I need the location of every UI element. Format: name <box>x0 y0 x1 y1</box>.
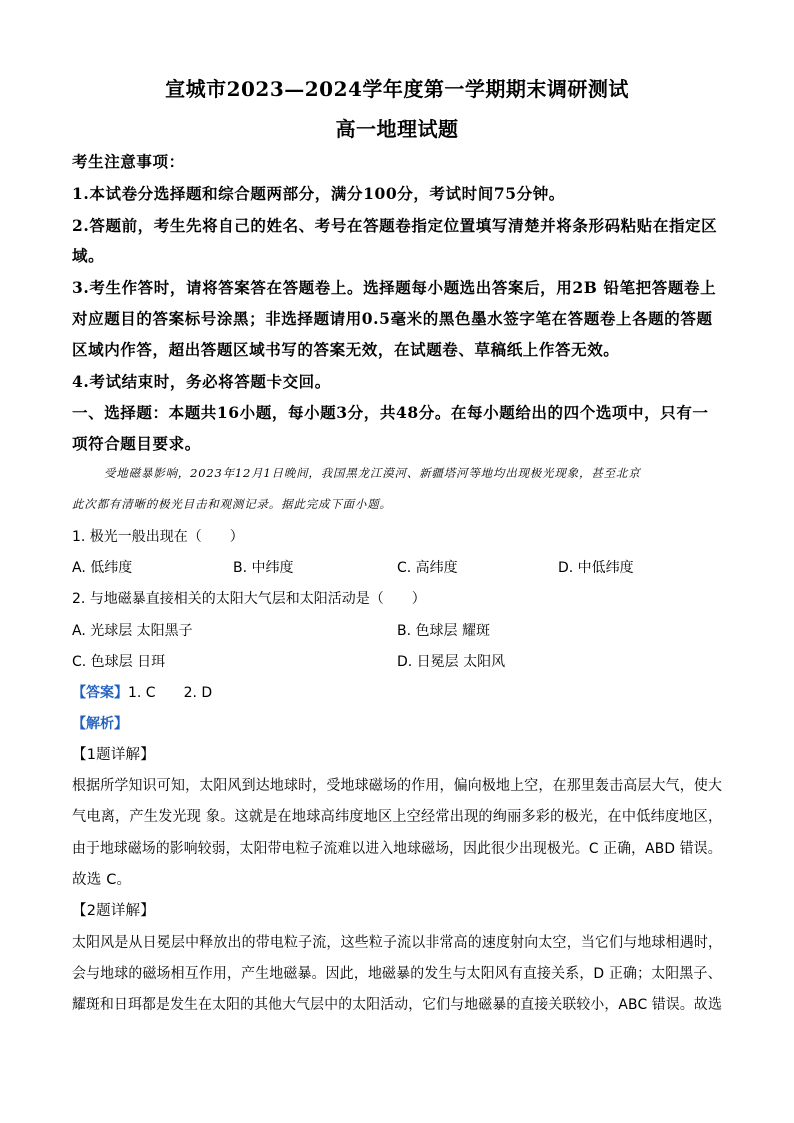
detail-1-line-2: 气电离，产生发光现 象。这就是在地球高纬度地区上空经常出现的绚丽多彩的极光，在中低纬度地区， <box>72 809 723 825</box>
notice-item-3-line-1: 3.考生作答时，请将答案答在答题卷上。选择题每小题选出答案后，用2B 铅笔把答题卷上 <box>72 278 717 297</box>
notice-item-3-line-2: 对应题目的答案标号涂黑；非选择题请用0.5毫米的黑色墨水签字笔在答题卷上各题的答题 <box>72 309 713 328</box>
question-2-option-c: C. 色球层 日珥 <box>72 654 166 670</box>
detail-2-line-3: 耀斑和日珥都是发生在太阳的其他大气层中的太阳活动，它们与地磁暴的直接关联较小，ABC 错误。故选 <box>72 997 722 1013</box>
question-2-option-b: B. 色球层 耀斑 <box>397 623 490 639</box>
notice-item-3-line-3: 区域内作答，超出答题区域书写的答案无效，在试题卷、草稿纸上作答无效。 <box>72 340 620 359</box>
detail-1-line-1: 根据所学知识可知，太阳风到达地球时，受地球磁场的作用，偏向极地上空，在那里轰击高层大气，使大 <box>72 778 723 794</box>
answer-text: 1. C 2. D <box>128 685 213 701</box>
notice-heading: 考生注意事项： <box>72 152 185 171</box>
detail-2-line-1: 太阳风是从日冕层中释放出的带电粒子流，这些粒子流以非常高的速度射向太空，当它们与地球相遇时， <box>72 935 723 951</box>
notice-item-2-line-1: 2.答题前，考生先将自己的姓名、考号在答题卷指定位置填写清楚并将条形码粘贴在指定区 <box>72 216 718 235</box>
detail-1-line-3: 由于地球磁场的影响较弱，太阳带电粒子流难以进入地球磁场，因此很少出现极光。C 正确，ABD 错误。 <box>72 841 722 857</box>
page-subtitle: 高一地理试题 <box>335 117 459 141</box>
question-1-stem: 1. 极光一般出现在（ ） <box>72 529 244 545</box>
section-1-heading-line-1: 一、选择题：本题共16小题，每小题3分，共48分。在每小题给出的四个选项中，只有一 <box>72 403 709 422</box>
detail-1-tag: 【1题详解】 <box>72 747 155 763</box>
answer-tag: 【答案】 <box>72 685 128 701</box>
question-2-option-d: D. 日冕层 太阳风 <box>397 654 506 670</box>
section-1-heading-line-2: 项符合题目要求。 <box>72 434 201 453</box>
answer-row <box>72 682 212 702</box>
passage-line-2: 此次都有清晰的极光目击和观测记录。据此完成下面小题。 <box>72 497 392 511</box>
question-1-option-c: C. 高纬度 <box>397 560 458 576</box>
question-1-option-a: A. 低纬度 <box>72 560 133 576</box>
page-title: 宣城市2023—2024学年度第一学期期末调研测试 <box>165 77 629 101</box>
notice-item-2-line-2: 域。 <box>72 246 105 265</box>
question-1-option-b: B. 中纬度 <box>233 560 294 576</box>
passage-line-1: 受地磁暴影响，2023年12月1日晚间，我国黑龙江漠河、新疆塔河等地均出现极光现象，甚至北京 <box>104 466 641 480</box>
question-1-option-d: D. 中低纬度 <box>558 560 634 576</box>
question-2-option-a: A. 光球层 太阳黑子 <box>72 623 193 639</box>
question-2-stem: 2. 与地磁暴直接相关的太阳大气层和太阳活动是（ ） <box>72 591 426 607</box>
detail-2-line-2: 会与地球的磁场相互作用，产生地磁暴。因此，地磁暴的发生与太阳风有直接关系，D 正确；太阳黑子、 <box>72 966 722 982</box>
notice-item-1: 1.本试卷分选择题和综合题两部分，满分100分，考试时间75分钟。 <box>72 184 565 203</box>
notice-item-4: 4.考试结束时，务必将答题卡交回。 <box>72 372 331 391</box>
detail-2-tag: 【2题详解】 <box>72 903 155 919</box>
analysis-tag: 【解析】 <box>72 716 128 732</box>
detail-1-line-4: 故选 C。 <box>72 872 132 888</box>
